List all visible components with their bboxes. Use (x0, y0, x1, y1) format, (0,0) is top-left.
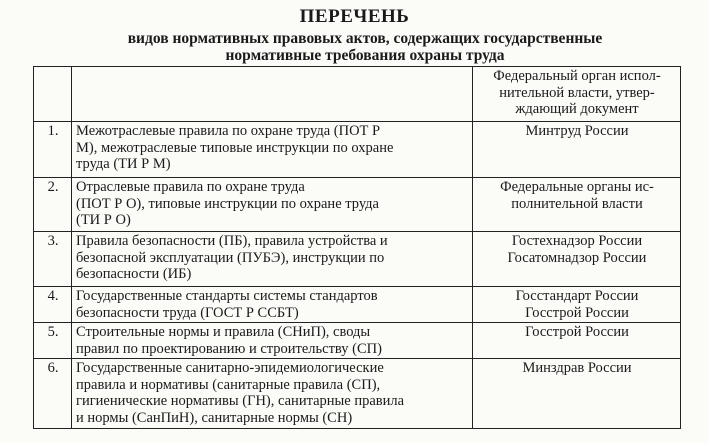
document-type-line: Строительные нормы и правила (СНиП), своды (76, 324, 371, 340)
authority-line: Госстандарт России (515, 288, 639, 304)
table-header-row (34, 67, 681, 122)
authority-line: Федеральные органы ис- (500, 179, 654, 195)
row-authority (473, 232, 681, 287)
authority-line: полнительной власти (511, 195, 643, 212)
header-org-line: нительной власти, утвер- (499, 84, 655, 101)
header-org-line: ждающий документ (515, 101, 639, 117)
document-type-line: правил по проектированию и строительству (СП) (76, 340, 382, 357)
header-org-line: Федеральный орган испол- (493, 68, 661, 84)
subtitle-line: видов нормативных правовых актов, содержащих государственные (127, 30, 603, 47)
row-document-type (72, 323, 473, 359)
row-document-type (72, 359, 473, 429)
document-type-line: безопасности труда (ГОСТ Р ССБТ) (76, 304, 299, 321)
row-authority (473, 178, 681, 232)
authority-line: Минтруд России (525, 123, 629, 139)
table-row (34, 178, 681, 232)
document-type-line: безопасности (ИБ) (76, 266, 192, 282)
row-authority (473, 122, 681, 178)
subtitle-line: нормативные требования охраны труда (225, 47, 505, 64)
row-number: 1. (34, 122, 72, 178)
row-number: 2. (34, 178, 72, 232)
row-document-type (72, 287, 473, 323)
authority-line: Госстрой России (525, 324, 629, 340)
authority-line: Госстрой России (525, 304, 629, 321)
document-type-line: труда (ТИ Р М) (76, 156, 171, 172)
table-row (34, 359, 681, 429)
regulations-table (33, 66, 681, 429)
row-authority (473, 323, 681, 359)
document-type-line: Отраслевые правила по охране труда (76, 179, 305, 195)
document-type-line: безопасной эксплуатации (ПУБЭ), инструкции по (76, 249, 385, 266)
document-type-line: Государственные санитарно-эпидемиологические (76, 360, 384, 376)
table-row (34, 232, 681, 287)
document-type-line: правила и нормативы (санитарные правила (СП), (76, 376, 381, 393)
document-title: ПЕРЕЧЕНЬ (299, 6, 410, 27)
authority-line: Госатомнадзор России (507, 249, 647, 266)
document-type-line: Государственные стандарты системы стандартов (76, 288, 378, 304)
table-row (34, 122, 681, 178)
document-type-line: и нормы (СанПиН), санитарные нормы (СН) (76, 409, 353, 426)
document-subtitle (40, 30, 690, 64)
document-type-line: (ТИ Р О) (76, 212, 131, 228)
row-number: 4. (34, 287, 72, 323)
document-type-line: гигиенические нормативы (ГН), санитарные правила (76, 393, 405, 409)
document-type-line: Межотраслевые правила по охране труда (ПОТ Р (76, 123, 381, 139)
header-cell-name (72, 67, 473, 122)
document-type-line: М), межотраслевые типовые инструкции по охране (76, 139, 394, 156)
row-document-type (72, 178, 473, 232)
authority-line: Минздрав России (522, 360, 632, 376)
table-row (34, 323, 681, 359)
row-number: 5. (34, 323, 72, 359)
authority-line: Гостехнадзор России (511, 233, 643, 249)
row-authority (473, 287, 681, 323)
document-type-line: Правила безопасности (ПБ), правила устройства и (76, 233, 388, 249)
row-number: 3. (34, 232, 72, 287)
row-document-type (72, 122, 473, 178)
document-type-line: (ПОТ Р О), типовые инструкции по охране труда (76, 195, 379, 212)
row-authority (473, 359, 681, 429)
header-cell-num (34, 67, 72, 122)
row-document-type (72, 232, 473, 287)
row-number: 6. (34, 359, 72, 429)
header-cell-org (473, 67, 681, 122)
table-row (34, 287, 681, 323)
